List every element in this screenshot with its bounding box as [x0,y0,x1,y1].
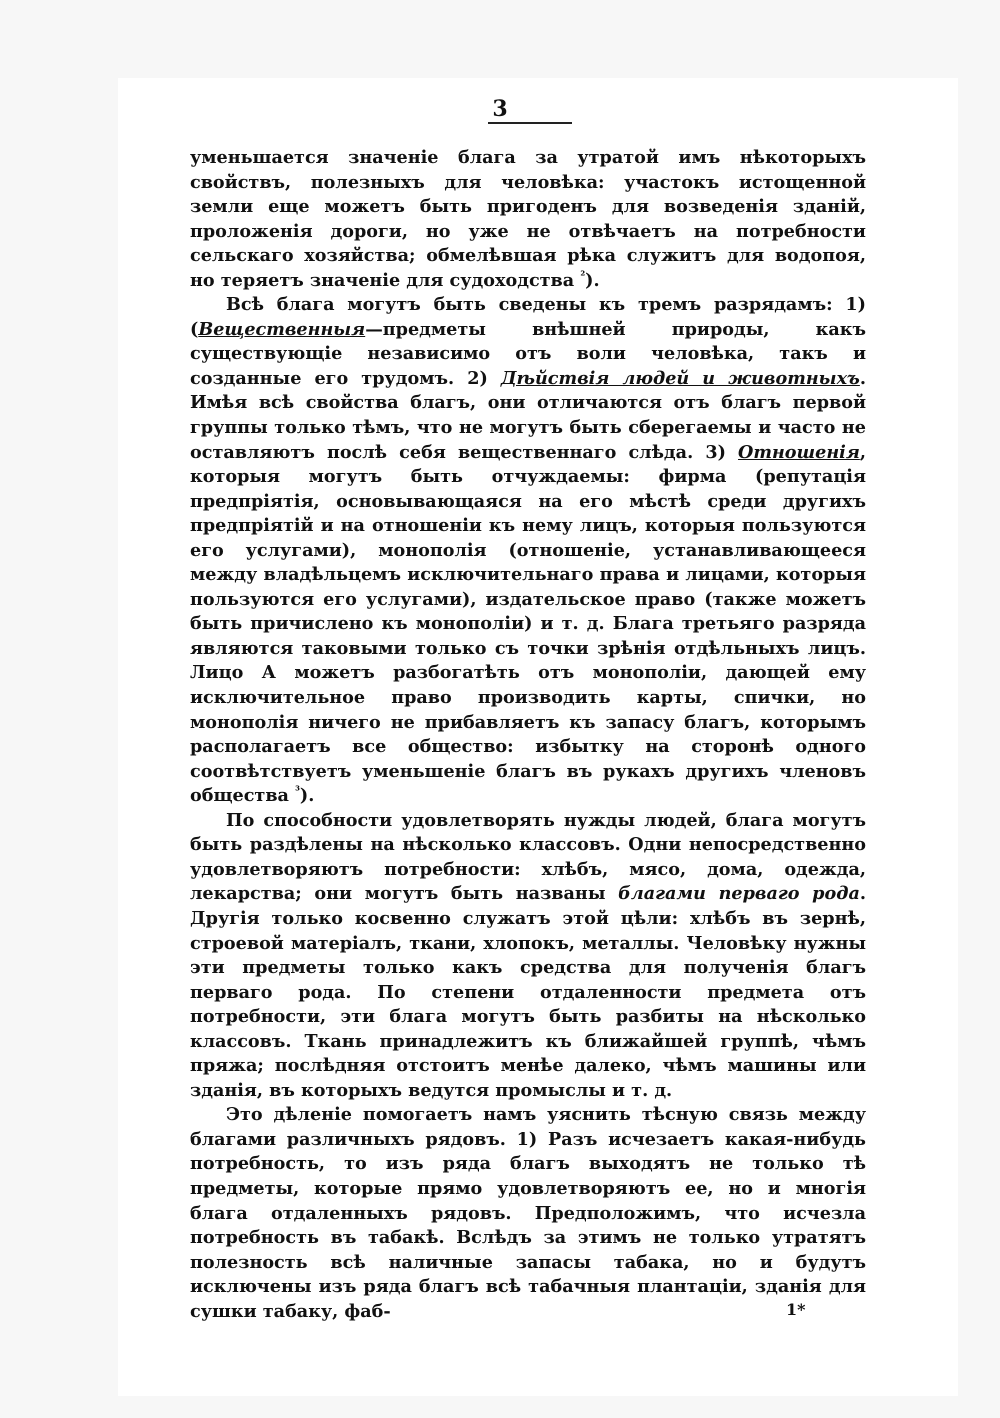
footnote-ref: ³ [295,784,300,798]
text-run: уменьшается значеніе блага за утратой имъ нѣкоторыхъ свойствъ, полезныхъ для человѣка: участокъ истощенной земли еще можетъ быть пригоденъ для возведенія зданій, проложенія дороги, но уже не отвѣчаетъ на потребности сельскаго хозяйства; обмелѣвшая рѣка служитъ для водопоя, но теряетъ значеніе для судоходства [190,147,866,291]
paragraph [190,809,866,1104]
text-run: , которыя могутъ быть отчуждаемы: фирма (репутація предпріятія, основывающаяся на его мѣстѣ среди другихъ предпріятій и на отношеніи къ нему лицъ, которыя пользуются его услугами), монополія (отношеніе, устанавливающееся между владѣльцемъ исключительнаго права и лицами, которыя пользуются его услугами), издательское право (также можетъ быть причислено къ монополіи) и т. д. Блага третьяго разряда являются таковыми только съ точки зрѣнія отдѣльныхъ лицъ. Лицо А можетъ разбогатѣть отъ монополіи, дающей ему исключительное право производить карты, спички, но монополія ничего не прибавляетъ къ запасу благъ, которымъ располагаетъ все общество: избытку на сторонѣ одного соотвѣтствуетъ уменьшеніе благъ въ рукахъ другихъ членовъ общества [190,441,866,807]
text-run: . Другія только косвенно служатъ этой цѣли: хлѣбъ въ зернѣ, строевой матеріалъ, ткани, хлопокъ, металлы. Человѣку нужны эти предметы только какъ средства для полученія благъ перваго рода. По степени отдаленности предмета отъ потребности, эти блага могутъ быть разбиты на нѣсколько классовъ. Ткань принадлежитъ къ ближайшей группѣ, чѣмъ пряжа; послѣдняя отстоитъ менѣе далеко, чѣмъ машины или зданія, въ которыхъ ведутся промыслы и т. д. [190,883,866,1101]
text-run: Это дѣленіе помогаетъ намъ уяснить тѣсную связь между благами различныхъ рядовъ. 1) Разъ исчезаетъ какая-нибудь потребность, то изъ ряда благъ выходятъ не только тѣ предметы, которые прямо удовлетворяютъ ее, но и многія блага отдаленныхъ рядовъ. Предположимъ, что исчезла потребность въ табакѣ. Вслѣдъ за этимъ не только утратятъ полезность всѣ наличные запасы табака, но и будутъ исключены изъ ряда благъ всѣ табачныя плантаціи, зданія для сушки табаку, фаб- [190,1104,866,1322]
emphasis: Отношенія [738,441,860,463]
text-run: —предметы внѣшней природы, какъ существующіе независимо отъ воли человѣка, такъ и созданные его трудомъ. 2) [190,318,866,389]
text-run: Всѣ блага могутъ быть сведены къ тремъ разрядамъ: 1) ( [190,294,866,340]
paragraph [190,1103,866,1324]
paragraph [190,146,866,293]
emphasis: Вещественныя [198,318,366,340]
page-number-rule [488,122,572,124]
emphasis: благами перваго рода [618,883,860,905]
emphasis: Дѣйствія людей и животныхъ [500,367,860,389]
text-run: . Имѣя всѣ свойства благъ, они отличаются отъ благъ первой группы только тѣмъ, что не могутъ быть сберегаемы и часто не оставляютъ послѣ себя вещественнаго слѣда. 3) [190,367,866,463]
body-text [190,146,866,1324]
text-run: По способности удовлетворять нужды людей, блага могутъ быть раздѣлены на нѣсколько классовъ. Одни непосредственно удовлетворяютъ потребности: хлѣбъ, мясо, дома, одежда, лекарства; они могутъ быть названы [190,809,866,905]
text-run: ). [585,269,600,291]
paragraph [190,293,866,808]
footnote-ref: ² [580,268,586,282]
text-run: ). [299,785,315,807]
page-number: 3 [492,96,508,122]
printer-signature: 1* [786,1300,806,1319]
